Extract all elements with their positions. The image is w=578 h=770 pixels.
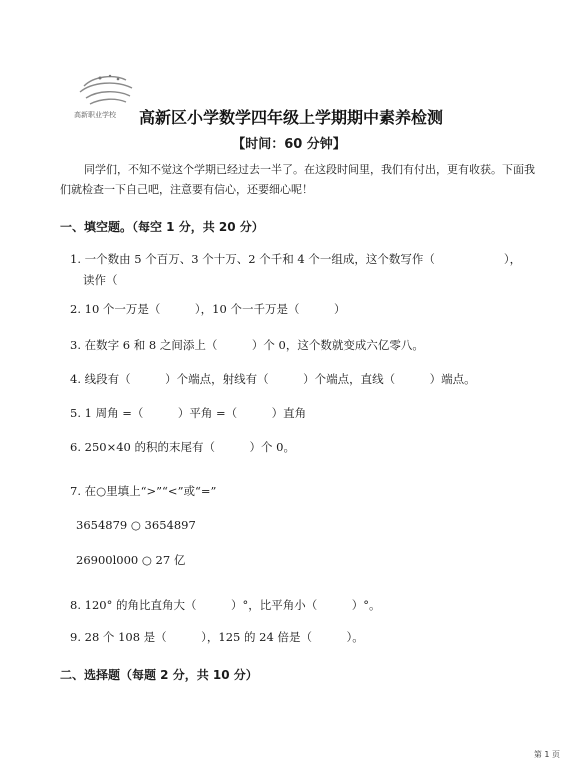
question-8: 8. 120° 的角比直角大（ ）°，比平角小（ ）°。 bbox=[70, 598, 381, 612]
question-1: 1. 一个数由 5 个百万、3 个十万、2 个千和 4 个一组成，这个数写作（ ）， bbox=[70, 252, 522, 266]
exam-title: 高新区小学数学四年级上学期期中素养检测 bbox=[139, 108, 444, 127]
logo-text: 高新职业学校 bbox=[74, 111, 116, 119]
question-7: 7. 在○里填上“>”“<”或“=” bbox=[70, 484, 217, 498]
exam-time: 【时间：60 分钟】 bbox=[232, 137, 346, 152]
question-2: 2. 10 个一万是（ ），10 个一千万是（ ） bbox=[70, 302, 346, 316]
question-7-item-1: 3654879 ○ 3654897 bbox=[76, 518, 196, 532]
question-4: 4. 线段有（ ）个端点，射线有（ ）个端点，直线（ ）端点。 bbox=[70, 372, 476, 386]
question-3: 3. 在数字 6 和 8 之间添上（ ）个 0，这个数就变成六亿零八。 bbox=[70, 338, 424, 352]
section-fill-blank: 一、填空题。（每空 1 分，共 20 分） bbox=[60, 220, 264, 234]
question-9: 9. 28 个 108 是（ ），125 的 24 倍是（ ）。 bbox=[70, 630, 364, 644]
question-5: 5. 1 周角 =（ ）平角 =（ ）直角 bbox=[70, 406, 307, 420]
intro-paragraph: 同学们，不知不觉这个学期已经过去一半了。在这段时间里，我们有付出，更有收获。下面我们就检查一下自己吧，注意要有信心，还要细心呢！ bbox=[60, 163, 535, 196]
question-1-read: 读作（ bbox=[83, 273, 118, 287]
question-6: 6. 250×40 的积的末尾有（ ）个 0。 bbox=[70, 440, 295, 454]
page-number: 第 1 页 bbox=[533, 750, 560, 759]
section-choice: 二、选择题（每题 2 分，共 10 分） bbox=[60, 668, 258, 682]
question-7-item-2: 26900l000 ○ 27 亿 bbox=[76, 553, 186, 567]
